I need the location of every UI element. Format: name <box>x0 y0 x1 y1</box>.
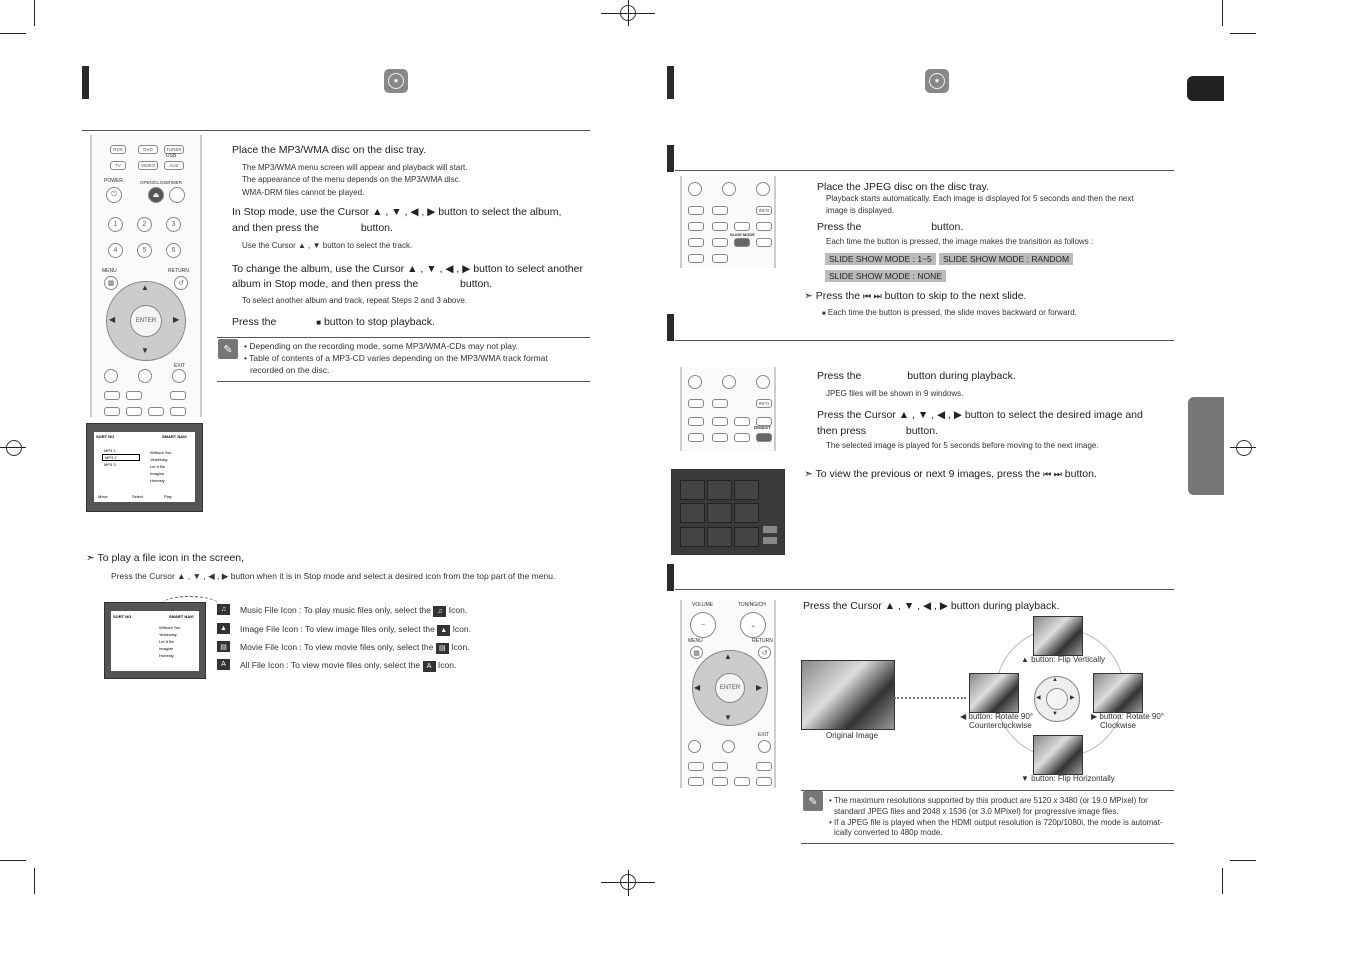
section-divider <box>675 340 1174 341</box>
music-icon-text: Icon. <box>448 605 468 615</box>
note-line: • The maximum resolutions supported by this product are 5120 x 3480 (or 19.0 MPixel) for <box>829 796 1148 805</box>
note-line: recorded on the disc. <box>250 365 330 375</box>
digest-step-2-text: button to select the desired image and <box>964 409 1143 421</box>
note-pencil-icon: ✎ <box>803 791 823 811</box>
cursor-left-icon: ◀ <box>694 683 701 692</box>
jpeg-step-1-note: image is displayed. <box>826 206 895 215</box>
mode-button <box>688 375 702 389</box>
section-divider <box>675 589 1174 590</box>
digest-screen <box>671 469 785 555</box>
down-arrow-icon: ▼ <box>1021 774 1029 783</box>
menu-button: ▦ <box>690 646 703 659</box>
digest-nav-button <box>763 526 777 533</box>
skip-buttons-icon: ⏮ ⏭ <box>1043 469 1062 479</box>
menu-header: SORT NO <box>113 614 132 619</box>
digest-thumbnail <box>734 527 759 547</box>
pad-left-icon: ◀ <box>1036 695 1041 701</box>
sound-button <box>688 417 704 426</box>
mute-button <box>722 740 735 753</box>
rotate-cw-label <box>1091 712 1164 721</box>
num-4-button: 4 <box>108 243 123 258</box>
digest-tip-text: To view the previous or next 9 images, press the <box>815 468 1041 480</box>
jpeg-tip-note <box>822 308 1077 317</box>
jpeg-tip-note-text: Each time the button is pressed, the slide moves backward or forward. <box>827 308 1077 317</box>
note-pencil-icon: ✎ <box>218 339 238 359</box>
digest-step-2-note: The selected image is played for 5 seconds before moving to the next image. <box>826 441 1099 450</box>
note-divider <box>217 381 590 382</box>
smart-navi-label: SMART NAVI <box>169 614 194 619</box>
crop-mark <box>34 868 35 894</box>
digest-thumbnail <box>734 480 759 500</box>
info-button <box>170 391 186 400</box>
step-4 <box>232 316 435 328</box>
smart-navi-label: SMART NAVI <box>162 434 187 439</box>
digest-step-2-text: then press <box>817 425 867 437</box>
crop-mark <box>1230 860 1256 861</box>
dotted-connector <box>894 697 966 699</box>
jpeg-step-2 <box>817 221 963 233</box>
title-bar <box>667 66 674 99</box>
tip-body <box>111 571 555 582</box>
tip-body-text: button when it is in Stop mode and select a desired icon from the top part of the menu. <box>230 571 556 581</box>
slow-button <box>712 417 728 426</box>
track-item: Imagine <box>150 471 165 476</box>
step-2-text: In Stop mode, use the Cursor <box>232 206 370 218</box>
digest-nav-button <box>763 537 777 544</box>
step-3-note: To select another album and track, repeat Steps 2 and 3 above. <box>242 296 468 305</box>
tip-arrow-icon: ➣ <box>804 468 813 480</box>
power-icon: ⏻ <box>106 187 122 203</box>
movie-file-icon: ▤ <box>436 643 449 654</box>
cursor-arrows-icon: ▲ , ▼ , ◀ , ▶ <box>177 571 229 581</box>
note-line: • Depending on the recording mode, some MP3/WMA-CDs may not play. <box>244 341 518 351</box>
test-tone-button <box>734 777 750 786</box>
slide-mode-tag: SLIDE SHOW MODE : 1~5 <box>825 253 936 265</box>
crop-mark <box>1230 33 1256 34</box>
cursor-arrows-icon: ▲ , ▼ , ◀ , ▶ <box>884 600 948 612</box>
tuner-memory-button <box>688 762 704 771</box>
digest-tip-text: button. <box>1064 468 1097 480</box>
track-item: Yesterday <box>150 457 168 462</box>
file-icon-panel <box>111 611 199 671</box>
step-1-note: WMA-DRM files cannot be played. <box>242 188 365 197</box>
num-6-button: 6 <box>166 243 181 258</box>
volume-button: − <box>690 612 716 638</box>
tip-title <box>86 552 244 564</box>
registration-circle <box>6 440 22 456</box>
rotate-ccw-text: button: Rotate 90° <box>968 712 1033 721</box>
folder-item: MP3 3 <box>104 462 116 467</box>
step-2 <box>232 206 561 218</box>
sound-edit-button <box>756 222 772 231</box>
tuning-button: ⌄ <box>740 612 766 638</box>
tip-body-text: Press the Cursor <box>111 571 175 581</box>
slow-button <box>712 222 728 231</box>
right-arrow-icon: ▶ <box>1091 712 1098 721</box>
return-label: RETURN <box>752 638 773 644</box>
track-item: Honesty <box>159 653 174 658</box>
digest-button <box>756 433 772 442</box>
remote-control-illustration <box>90 135 202 417</box>
step-2-text: button. <box>360 222 393 234</box>
registration-circle <box>620 5 636 21</box>
image-file-icon: ▲ <box>217 623 230 634</box>
image-icon-text: Image File Icon : To view image files only, select the <box>240 624 435 634</box>
sound-button <box>688 222 704 231</box>
step-2-text: and then press the <box>232 222 319 234</box>
rotate-step-1-text: button during playback. <box>950 600 1060 612</box>
exit-button <box>172 369 186 383</box>
digest-tip <box>804 468 1097 480</box>
track-item: Let It Be <box>150 464 165 469</box>
menu-label: MENU <box>688 638 703 644</box>
digest-step-2-line2 <box>817 425 938 437</box>
enter-button: ENTER <box>715 673 745 703</box>
note-line: • If a JPEG file is played when the HDMI output resolution is 720p/1080i, the mode is automat- <box>829 818 1163 827</box>
tip-title-text: To play a file icon in the screen, <box>97 552 245 564</box>
mp3-disc-icon: ◉ <box>384 69 408 93</box>
zoom-button <box>688 238 704 247</box>
step-1: Place the MP3/WMA disc on the disc tray. <box>232 144 427 156</box>
exit-button <box>758 740 771 753</box>
jpeg-tip-text: Press the <box>815 290 861 302</box>
num-2-button: 2 <box>137 217 152 232</box>
exit-label: EXIT <box>758 732 770 738</box>
test-tone-button <box>148 407 164 416</box>
image-icon-text: Icon. <box>452 624 471 634</box>
step-2-line2 <box>232 222 393 234</box>
rotate-cw-label-line2: Clockwise <box>1100 721 1137 730</box>
cursor-arrows-icon: ▲ , ▼ , ◀ , ▶ <box>407 263 471 275</box>
footer-play: Play <box>164 494 172 499</box>
logo-button <box>712 238 728 247</box>
original-image <box>801 660 895 730</box>
num-5-button: 5 <box>137 243 152 258</box>
pad-up-icon: ▲ <box>1052 677 1058 683</box>
aux-button: AUX <box>164 161 184 170</box>
slow-button <box>126 407 142 416</box>
step-2-note-text: button to select the track. <box>322 241 413 250</box>
rotate-ccw-label <box>960 712 1033 721</box>
divider <box>82 130 590 131</box>
digest-thumbnail <box>680 503 705 523</box>
step-3-text: To change the album, use the Cursor <box>232 263 405 275</box>
mode-button <box>688 740 701 753</box>
section-bar <box>667 314 674 341</box>
slide-mode-tag: SLIDE SHOW MODE : NONE <box>825 270 946 282</box>
return-label: RETURN <box>168 268 189 274</box>
note-divider <box>801 843 1174 844</box>
cursor-arrows-icon: ▲ , ▼ , ◀ , ▶ <box>372 206 436 218</box>
footer-move: Move <box>98 494 108 499</box>
left-arrow-icon: ◀ <box>960 712 967 721</box>
step-3-text: button. <box>460 278 493 290</box>
rds-button: RDS <box>110 145 126 154</box>
section-bar <box>667 145 674 172</box>
sound-edit-button <box>170 407 186 416</box>
eject-icon: ⏏ <box>148 187 164 203</box>
folder-item-selected: MP3 2 <box>102 454 140 461</box>
small-enter-button <box>1046 688 1068 710</box>
cursor-down-icon: ▼ <box>724 713 732 722</box>
slide-mode-tag: SLIDE SHOW MODE : RANDOM <box>939 253 1073 265</box>
folder-item: MP3 1 <box>104 448 116 453</box>
menu-screen-panel <box>94 432 195 502</box>
sound-edit-button <box>756 777 772 786</box>
num-3-button: 3 <box>166 217 181 232</box>
usb-label: USB <box>166 153 177 159</box>
step-3-text: button to select another <box>473 263 583 275</box>
all-icon-text: Icon. <box>437 660 457 670</box>
test-tone-button <box>734 222 750 231</box>
up-down-arrows-icon: ▲ , ▼ <box>298 241 321 250</box>
flip-vertical-label <box>1021 655 1105 664</box>
jpeg-tip <box>804 290 1026 302</box>
slide-mode-button <box>734 238 750 247</box>
jpeg-step-1: Place the JPEG disc on the disc tray. <box>817 181 989 193</box>
stop-icon: ■ <box>316 318 322 327</box>
jpeg-step-2-text: Press the <box>817 221 862 233</box>
up-arrow-icon: ▲ <box>1021 655 1029 664</box>
mute-button <box>138 369 152 383</box>
rotate-ccw-image <box>969 673 1019 713</box>
page-tab <box>1187 76 1224 101</box>
all-file-icon: A <box>217 659 230 670</box>
image-icon-desc <box>240 624 471 636</box>
digest-step-2-text: Press the Cursor <box>817 409 896 421</box>
pad-right-icon: ▶ <box>1070 695 1075 701</box>
mode-button <box>104 369 118 383</box>
image-file-icon: ▲ <box>437 625 450 636</box>
info-button <box>756 762 772 771</box>
note-line: standard JPEG files and 2048 x 1536 (or 3.0 MPixel) for progressive image files. <box>834 807 1119 816</box>
section-tab <box>1188 397 1224 495</box>
music-file-icon: ♫ <box>433 606 446 617</box>
callout-dashed-arc <box>160 596 220 615</box>
info-button: INFO <box>756 206 772 215</box>
crop-mark <box>1222 0 1223 26</box>
slide-mode-label: SLIDE MODE <box>730 232 755 237</box>
tip-arrow-icon: ➣ <box>86 552 95 564</box>
crop-mark <box>34 0 35 26</box>
menu-header: SORT NO <box>96 434 115 439</box>
step-3-text: album in Stop mode, and then press the <box>232 278 419 290</box>
note-divider <box>801 790 1174 791</box>
all-icon-text: All File Icon : To view movie files only, select the <box>240 660 421 670</box>
rotate-cw-text: button: Rotate 90° <box>1099 712 1164 721</box>
skip-buttons-icon: ⏮ ⏭ <box>863 291 882 301</box>
note-line: • Table of contents of a MP3-CD varies depending on the MP3/WMA track format <box>244 353 548 363</box>
music-icon-text: Music File Icon : To play music files only, select the <box>240 605 432 615</box>
info-button: INFO <box>756 399 772 408</box>
cursor-down-icon: ▼ <box>141 346 149 355</box>
return-button: ↺ <box>174 276 188 290</box>
jpeg-step-2-text: button. <box>931 221 964 233</box>
movie-icon-text: Icon. <box>451 642 470 652</box>
crop-mark <box>0 860 26 861</box>
dsp-button <box>712 206 728 215</box>
exit-button <box>756 375 770 389</box>
rotate-step-1 <box>803 600 1059 612</box>
sound-button <box>688 777 704 786</box>
step-4-text: button to stop playback. <box>323 316 435 328</box>
sleep-button <box>688 254 704 263</box>
step-1-note: The MP3/WMA menu screen will appear and playback will start. <box>242 163 468 172</box>
exit-label: EXIT <box>174 363 186 369</box>
tuner-memory-button <box>104 391 120 400</box>
logo-button <box>712 433 728 442</box>
crop-mark <box>0 33 26 34</box>
timer-label: TIMER <box>168 180 182 185</box>
digest-step-2 <box>817 409 1143 421</box>
rotate-step-1-text: Press the Cursor <box>803 600 882 612</box>
menu-label: MENU <box>102 268 117 274</box>
menu-button: ▦ <box>104 276 118 290</box>
step-3 <box>232 263 583 275</box>
track-item: Yesterday <box>159 632 177 637</box>
registration-circle <box>1236 440 1252 456</box>
sound-button <box>104 407 120 416</box>
mode-button <box>688 182 702 196</box>
track-item: Imagine <box>159 646 174 651</box>
flip-horizontal-label <box>1021 774 1115 783</box>
track-item: Without You <box>150 450 172 455</box>
rotate-ccw-label-line2: Counterclockwise <box>969 721 1032 730</box>
section-bar <box>667 564 674 591</box>
digest-thumbnail <box>680 480 705 500</box>
tip-arrow-icon: ➣ <box>804 290 813 302</box>
music-icon-desc <box>240 605 467 617</box>
digest-step-1-text: button during playback. <box>907 370 1016 382</box>
return-button: ↺ <box>758 646 771 659</box>
digest-step-1 <box>817 370 1016 382</box>
digest-label: DIGEST <box>754 425 771 430</box>
track-item: Without You <box>159 625 181 630</box>
track-item: Honesty <box>150 478 165 483</box>
jpeg-step-2-note: Each time the button is pressed, the image makes the transition as follows : <box>826 237 1094 246</box>
dsp-button <box>712 762 728 771</box>
digest-thumbnail <box>707 503 732 523</box>
step-2-note-text: Use the Cursor <box>242 241 296 250</box>
tuning-label: TUNING/CH <box>738 602 766 608</box>
music-file-icon: ♫ <box>217 604 230 615</box>
bullet-icon: ■ <box>822 311 826 317</box>
digest-step-1-note: JPEG files will be shown in 9 windows. <box>826 389 964 398</box>
cursor-arrows-icon: ▲ , ▼ , ◀ , ▶ <box>898 409 962 421</box>
volume-label: VOLUME <box>692 602 714 608</box>
tuner-button: TUNER <box>164 145 184 154</box>
dsp-button <box>126 391 142 400</box>
section-divider <box>675 170 1174 171</box>
remote-digest-illustration <box>680 367 776 451</box>
footer-select: Select <box>132 494 144 499</box>
cursor-left-icon: ◀ <box>109 315 116 324</box>
all-icon-desc <box>240 660 456 672</box>
tuner-memory-button <box>688 399 704 408</box>
digest-thumbnail <box>734 503 759 523</box>
all-file-icon: A <box>423 661 436 672</box>
open-close-label: OPEN/CLOSE <box>140 180 170 185</box>
flip-horizontal-image <box>1033 735 1083 775</box>
cursor-up-icon: ▲ <box>141 283 149 292</box>
remote-rotate-illustration <box>680 600 776 788</box>
slide-mode-button <box>734 433 750 442</box>
dvd-button: DVD <box>138 145 158 154</box>
flip-vertical-image <box>1033 616 1083 656</box>
video-button: VIDEO <box>138 161 158 170</box>
exit-button <box>756 182 770 196</box>
flip-vertical-text: button: Flip Vertically <box>1031 655 1105 664</box>
pad-down-icon: ▼ <box>1052 711 1058 717</box>
step-4-text: Press the <box>232 316 277 328</box>
movie-icon-desc <box>240 642 470 654</box>
step-2-text: button to select the album, <box>438 206 562 218</box>
cursor-right-icon: ▶ <box>173 315 180 324</box>
num-1-button: 1 <box>108 217 123 232</box>
flip-horizontal-text: button: Flip Horizontally <box>1031 774 1115 783</box>
step-1-note: The appearance of the menu depends on the MP3/WMA disc. <box>242 175 461 184</box>
enter-button: ENTER <box>130 305 162 337</box>
tuner-memory-button <box>688 206 704 215</box>
mute-button <box>722 182 736 196</box>
digest-thumbnail <box>707 480 732 500</box>
note-line: ically converted to 480p mode. <box>834 828 943 837</box>
digest-thumbnail <box>680 527 705 547</box>
digest-thumbnail <box>707 527 732 547</box>
digest-button <box>756 238 772 247</box>
title-bar <box>82 66 89 99</box>
ez-view-button <box>712 254 728 263</box>
movie-file-icon: ▤ <box>217 641 230 652</box>
crop-mark <box>1222 868 1223 894</box>
movie-icon-text: Movie File Icon : To view movie files only, select the <box>240 642 434 652</box>
digest-step-2-text: button. <box>905 425 938 437</box>
timer-button <box>169 187 185 203</box>
tv-button: TV <box>110 161 126 170</box>
power-label: POWER <box>104 178 123 184</box>
mp3-menu-screen <box>86 423 203 512</box>
jpeg-tip-text: button to skip to the next slide. <box>884 290 1027 302</box>
dsp-button <box>712 399 728 408</box>
digest-step-1-text: Press the <box>817 370 862 382</box>
step-2-note <box>242 241 412 250</box>
registration-circle <box>620 874 636 890</box>
zoom-button <box>688 433 704 442</box>
test-tone-button <box>734 417 750 426</box>
track-item: Let It Be <box>159 639 174 644</box>
slow-button <box>712 777 728 786</box>
step-3-line2 <box>232 278 492 290</box>
cursor-up-icon: ▲ <box>724 652 732 661</box>
jpeg-disc-icon: ◉ <box>925 69 949 93</box>
note-divider <box>217 337 590 338</box>
original-image-label: Original Image <box>826 731 879 740</box>
remote-slide-illustration <box>680 176 776 268</box>
cursor-right-icon: ▶ <box>756 683 763 692</box>
jpeg-step-1-note: Playback starts automatically. Each image is displayed for 5 seconds and then the next <box>826 194 1134 203</box>
rotate-cw-image <box>1093 673 1143 713</box>
mute-button <box>722 375 736 389</box>
